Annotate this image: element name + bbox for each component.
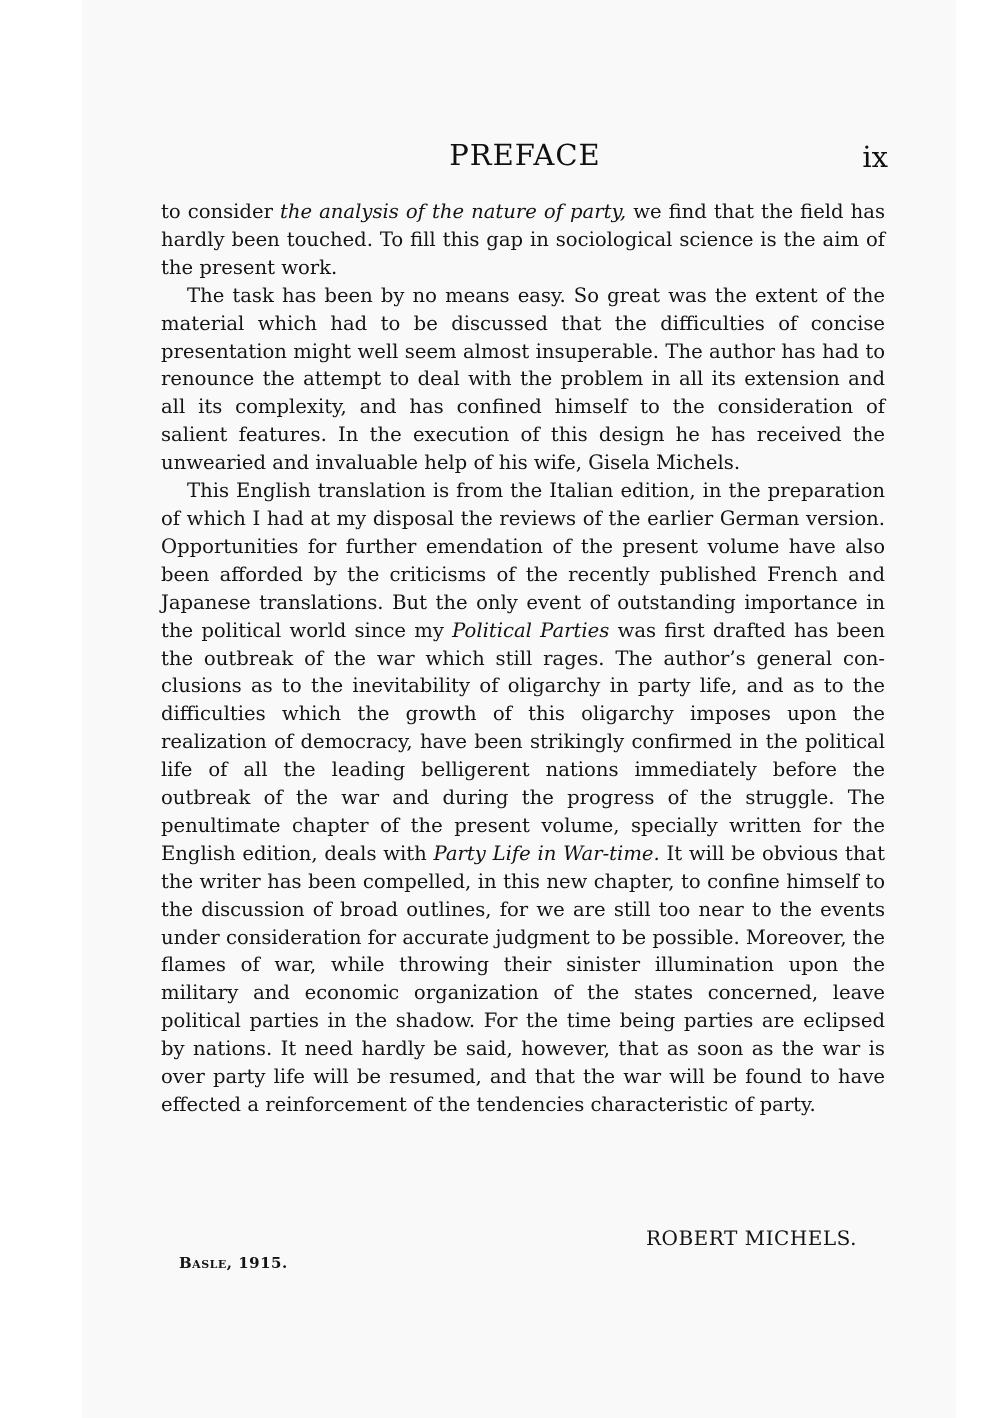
- preface-body: [161, 198, 885, 1119]
- text-run: It will be obvious that the writer has been compelled, in this new chapter, to confine himself to the discussion of broad outlines, for we are still too near to the events under consideration for accurate judgment to be possible. Moreover, the flames of war, while throwing their sinister illumination upon the military and economic organization of the states concerned, leave political parties in the shadow. For the time being parties are eclipsed by nations. It need hardly be said, however, that as soon as the war is over party life will be resumed, and that the war will be found to have effected a reinforcement of the tendencies characteristic of party.: [161, 841, 885, 1116]
- text-run: This English translation is from the Italian edition, in the preparation of which I had at my disposal the reviews of the earlier German version. Opportunities for further emendation of the present volume have also been afforded by the criticisms of the recently published French and Japanese translations. But the only event of outstanding importance in the political world since my: [161, 479, 885, 642]
- author-signature: ROBERT MICHELS.: [645, 1226, 857, 1250]
- text-run: The task has been by no means easy. So great was the extent of the material which had to be discussed that the difficulties of concise presentation might well seem almost insuperable. The author has had to renounce the attempt to deal with the problem in all its extension and all its complexity, and has confined himself to the consideration of salient features. In the execution of this design he has received the unwearied and invaluable help of his wife, Gisela Michels.: [161, 283, 885, 475]
- text-run: we find that the field has hardly been touched. To fill this gap in sociological science is the aim of the present work.: [161, 200, 885, 279]
- text-run: was first drafted has been the outbreak of the war which still rages. The author’s general conclusions as to the inevitability of oligarchy in party life, and as to the difficulties which the growth of this oligarchy imposes upon the realization of democracy, have been strikingly confirmed in the political life of all the leading belligerent nations immediately before the outbreak of the war and during the progress of the struggle. The penultimate chapter of the present volume, specially written for the English edition, deals with: [161, 618, 885, 865]
- page-number: ix: [862, 140, 888, 174]
- paragraph: [161, 198, 885, 282]
- running-header: [162, 138, 888, 178]
- page-title: PREFACE: [449, 138, 601, 172]
- paragraph: [161, 477, 885, 1119]
- italic-text: the analysis of the nature of party,: [279, 200, 627, 223]
- text-run: to consider: [161, 200, 280, 223]
- place-date: Basle, 1915.: [179, 1254, 288, 1272]
- paragraph: [161, 282, 885, 477]
- italic-text: Political Parties: [452, 618, 610, 642]
- italic-text: Party Life in War-time.: [433, 841, 660, 865]
